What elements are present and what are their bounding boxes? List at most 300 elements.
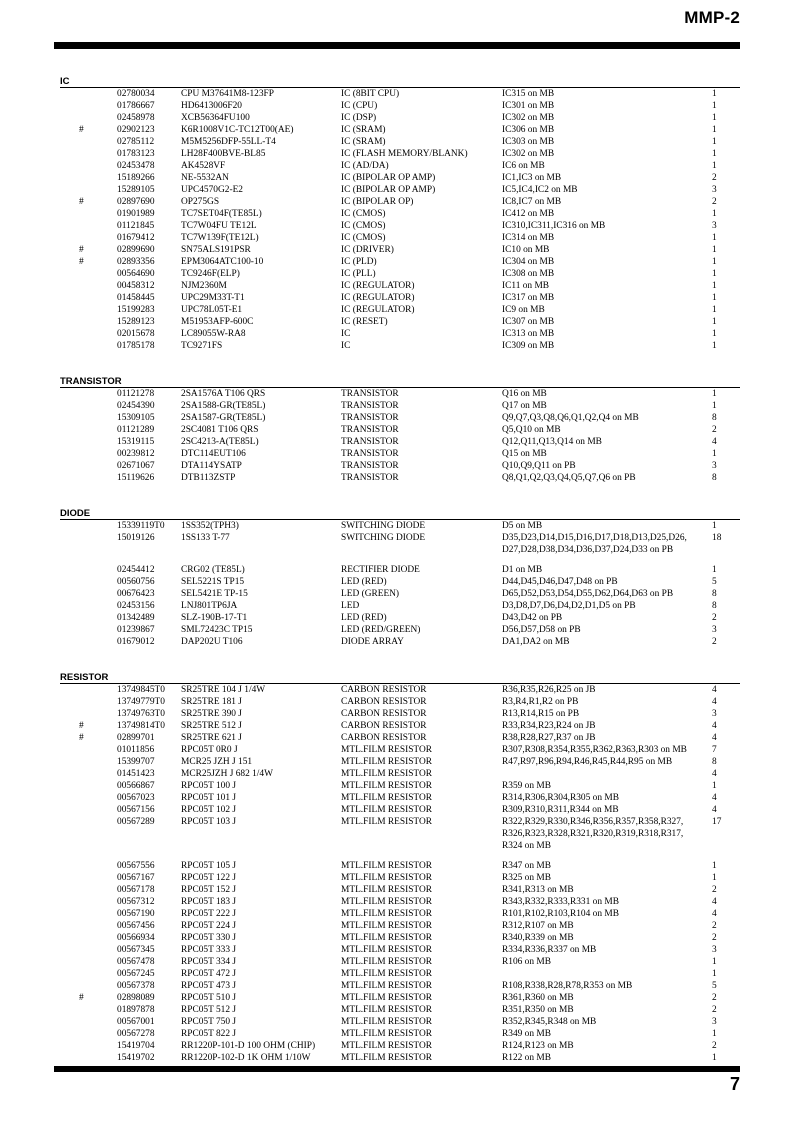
- table-row: [60, 696, 740, 708]
- part-location: IC303 on MB: [502, 137, 555, 147]
- part-type: MTL.FILM RESISTOR: [341, 745, 432, 755]
- part-location: R361,R360 on MB: [502, 993, 574, 1003]
- part-quantity: 4: [712, 697, 717, 707]
- part-type: TRANSISTOR: [341, 413, 399, 423]
- part-quantity: 8: [712, 601, 717, 611]
- page-number: 7: [729, 1074, 740, 1094]
- part-type: MTL.FILM RESISTOR: [341, 921, 432, 931]
- table-row: [60, 720, 740, 732]
- table-row: [60, 872, 740, 884]
- table-row: [60, 1052, 740, 1064]
- part-type: IC (AD/DA): [341, 161, 389, 171]
- part-type: CARBON RESISTOR: [341, 685, 427, 695]
- header-rule: [54, 42, 740, 49]
- part-quantity: 1: [712, 101, 717, 111]
- part-type: MTL.FILM RESISTOR: [341, 981, 432, 991]
- part-number: 15199283: [117, 305, 155, 315]
- part-type: MTL.FILM RESISTOR: [341, 957, 432, 967]
- part-type: IC (REGULATOR): [341, 281, 415, 291]
- part-location: R359 on MB: [502, 781, 551, 791]
- part-description: RR1220P-102-D 1K OHM 1/10W: [181, 1053, 311, 1063]
- table-row: [60, 1004, 740, 1016]
- part-quantity: 5: [712, 577, 717, 587]
- part-description: RPC05T 105 J: [181, 861, 237, 871]
- table-row: [60, 956, 740, 968]
- part-type: MTL.FILM RESISTOR: [341, 1029, 432, 1039]
- part-quantity: 2: [712, 197, 717, 207]
- part-location: R312,R107 on MB: [502, 921, 574, 931]
- part-description: SR25TRE 104 J 1/4W: [181, 685, 266, 695]
- table-row: [60, 436, 740, 448]
- table-row: [60, 244, 740, 256]
- part-quantity: 7: [712, 745, 717, 755]
- part-number: 02897690: [117, 197, 155, 207]
- part-location: R122 on MB: [502, 1053, 551, 1063]
- part-quantity: 3: [712, 709, 717, 719]
- part-type: LED (RED/GREEN): [341, 625, 421, 635]
- part-location: R106 on MB: [502, 957, 551, 967]
- part-location: IC308 on MB: [502, 269, 555, 279]
- footer-rule: [54, 1066, 740, 1072]
- part-quantity: 1: [712, 341, 717, 351]
- part-description: RPC05T 472 J: [181, 969, 237, 979]
- part-description: DTA114YSATP: [181, 461, 242, 471]
- part-description: CPU M37641M8-123FP: [181, 89, 274, 99]
- table-row: [60, 768, 740, 780]
- part-number: 01783123: [117, 149, 155, 159]
- part-description: K6R1008V1C-TC12T00(AE): [181, 125, 294, 135]
- part-type: SWITCHING DIODE: [341, 533, 426, 543]
- part-description: 2SC4213-A(TE85L): [181, 437, 259, 447]
- table-row: [60, 636, 740, 648]
- part-location: IC310,IC311,IC316 on MB: [502, 221, 606, 231]
- table-row: [60, 992, 740, 1004]
- table-row: [60, 588, 740, 600]
- table-row: [60, 208, 740, 220]
- part-number: 01679012: [117, 637, 155, 647]
- part-quantity: 4: [712, 793, 717, 803]
- section-title: TRANSISTOR: [60, 376, 740, 388]
- part-description: RR1220P-101-D 100 OHM (CHIP): [181, 1041, 316, 1051]
- part-quantity: 3: [712, 185, 717, 195]
- part-quantity: 8: [712, 757, 717, 767]
- table-row: [60, 448, 740, 460]
- part-type: LED (RED): [341, 577, 387, 587]
- part-location: IC11 on MB: [502, 281, 550, 291]
- part-location: R347 on MB: [502, 861, 551, 871]
- part-quantity: 1: [712, 305, 717, 315]
- part-quantity: 1: [712, 245, 717, 255]
- part-number: 02458978: [117, 113, 155, 123]
- part-type: MTL.FILM RESISTOR: [341, 969, 432, 979]
- part-description: 2SA1587-GR(TE85L): [181, 413, 266, 423]
- part-location: R47,R97,R96,R94,R46,R45,R44,R95 on MB: [502, 757, 673, 767]
- part-number: 00564690: [117, 269, 155, 279]
- part-type: MTL.FILM RESISTOR: [341, 885, 432, 895]
- part-description: 2SA1588-GR(TE85L): [181, 401, 266, 411]
- table-row: [60, 88, 740, 100]
- part-number: 13749779T0: [117, 697, 165, 707]
- part-description: LH28F400BVE-BL85: [181, 149, 266, 159]
- table-row: [60, 944, 740, 956]
- part-number: 00567378: [117, 981, 155, 991]
- part-type: TRANSISTOR: [341, 473, 399, 483]
- table-row: [60, 292, 740, 304]
- part-description: TC7W04FU TE12L: [181, 221, 257, 231]
- part-location: R322,R329,R330,R346,R356,R357,R358,R327, R326,R323,R328,R321,R320,R319,R318,R317, R324 on MB: [502, 817, 684, 851]
- part-location: IC10 on MB: [502, 245, 550, 255]
- part-description: RPC05T 333 J: [181, 945, 237, 955]
- table-row: [60, 968, 740, 980]
- table-row: [60, 424, 740, 436]
- part-quantity: 2: [712, 173, 717, 183]
- table-row: [60, 896, 740, 908]
- table-row: [60, 1040, 740, 1052]
- part-quantity: 1: [712, 401, 717, 411]
- part-type: TRANSISTOR: [341, 461, 399, 471]
- part-number: 02454412: [117, 565, 155, 575]
- part-quantity: 1: [712, 161, 717, 171]
- part-number: 01121845: [117, 221, 155, 231]
- part-type: IC (PLD): [341, 257, 377, 267]
- part-type: IC (BIPOLAR OP AMP): [341, 173, 436, 183]
- part-description: RPC05T 224 J: [181, 921, 237, 931]
- table-row: [60, 412, 740, 424]
- part-location: Q17 on MB: [502, 401, 547, 411]
- part-quantity: 1: [712, 449, 717, 459]
- part-number: 00567478: [117, 957, 155, 967]
- table-row: [60, 316, 740, 328]
- part-description: NJM2360M: [181, 281, 227, 291]
- part-description: RPC05T 102 J: [181, 805, 237, 815]
- table-row: [60, 708, 740, 720]
- change-mark: #: [79, 721, 84, 731]
- part-number: 02671067: [117, 461, 155, 471]
- part-type: MTL.FILM RESISTOR: [341, 781, 432, 791]
- part-quantity: 1: [712, 293, 717, 303]
- part-quantity: 1: [712, 209, 717, 219]
- table-row: [60, 220, 740, 232]
- part-location: D3,D8,D7,D6,D4,D2,D1,D5 on PB: [502, 601, 636, 611]
- change-mark: #: [79, 733, 84, 743]
- part-type: IC (SRAM): [341, 125, 386, 135]
- part-number: 02899690: [117, 245, 155, 255]
- section-title: RESISTOR: [60, 672, 740, 684]
- part-location: D35,D23,D14,D15,D16,D17,D18,D13,D25,D26, D27,D28,D38,D34,D36,D37,D24,D33 on PB: [502, 533, 687, 555]
- part-number: 02899701: [117, 733, 155, 743]
- part-quantity: 1: [712, 89, 717, 99]
- part-quantity: 2: [712, 933, 717, 943]
- part-description: RPC05T 103 J: [181, 817, 237, 827]
- part-description: RPC05T 822 J: [181, 1029, 237, 1039]
- part-description: 2SC4081 T106 QRS: [181, 425, 259, 435]
- table-row: [60, 184, 740, 196]
- part-number: 13749763T0: [117, 709, 165, 719]
- part-quantity: 1: [712, 1053, 717, 1063]
- part-quantity: 1: [712, 389, 717, 399]
- part-type: LED: [341, 601, 360, 611]
- part-number: 00567345: [117, 945, 155, 955]
- part-quantity: 3: [712, 945, 717, 955]
- part-quantity: 18: [712, 533, 722, 543]
- part-number: 01121289: [117, 425, 155, 435]
- part-quantity: 1: [712, 317, 717, 327]
- part-location: R352,R345,R348 on MB: [502, 1017, 597, 1027]
- part-description: TC7W139F(TE12L): [181, 233, 259, 243]
- part-quantity: 1: [712, 281, 717, 291]
- part-quantity: 2: [712, 613, 717, 623]
- part-quantity: 8: [712, 473, 717, 483]
- part-type: TRANSISTOR: [341, 449, 399, 459]
- part-number: 02902123: [117, 125, 155, 135]
- table-row: [60, 112, 740, 124]
- part-type: MTL.FILM RESISTOR: [341, 769, 432, 779]
- part-description: TC9271FS: [181, 341, 223, 351]
- part-type: MTL.FILM RESISTOR: [341, 1041, 432, 1051]
- part-number: 15319115: [117, 437, 155, 447]
- part-location: R341,R313 on MB: [502, 885, 574, 895]
- part-description: M5M5256DFP-55LL-T4: [181, 137, 276, 147]
- part-quantity: 1: [712, 861, 717, 871]
- part-number: 00676423: [117, 589, 155, 599]
- table-row: [60, 744, 740, 756]
- change-mark: #: [79, 257, 84, 267]
- part-quantity: 3: [712, 221, 717, 231]
- part-location: R314,R306,R304,R305 on MB: [502, 793, 619, 803]
- part-number: 00567556: [117, 861, 155, 871]
- part-type: MTL.FILM RESISTOR: [341, 945, 432, 955]
- part-type: SWITCHING DIODE: [341, 521, 426, 531]
- part-number: 02453478: [117, 161, 155, 171]
- table-row: [60, 932, 740, 944]
- part-location: R325 on MB: [502, 873, 551, 883]
- table-row: [60, 232, 740, 244]
- part-type: IC (FLASH MEMORY/BLANK): [341, 149, 468, 159]
- part-number: 15289123: [117, 317, 155, 327]
- part-description: SML72423C TP15: [181, 625, 253, 635]
- part-number: 01679412: [117, 233, 155, 243]
- part-location: D43,D42 on PB: [502, 613, 563, 623]
- part-description: RPC05T 152 J: [181, 885, 237, 895]
- part-quantity: 4: [712, 769, 717, 779]
- part-number: 15189266: [117, 173, 155, 183]
- part-type: LED (RED): [341, 613, 387, 623]
- part-number: 01451423: [117, 769, 155, 779]
- part-number: 02015678: [117, 329, 155, 339]
- part-type: CARBON RESISTOR: [341, 721, 427, 731]
- part-location: R108,R338,R28,R78,R353 on MB: [502, 981, 633, 991]
- part-quantity: 4: [712, 685, 717, 695]
- part-number: 01785178: [117, 341, 155, 351]
- part-number: 01011856: [117, 745, 155, 755]
- part-number: 02454390: [117, 401, 155, 411]
- part-number: 00567278: [117, 1029, 155, 1039]
- part-number: 00458312: [117, 281, 155, 291]
- part-quantity: 8: [712, 589, 717, 599]
- part-description: HD6413006F20: [181, 101, 242, 111]
- part-type: MTL.FILM RESISTOR: [341, 897, 432, 907]
- part-quantity: 4: [712, 897, 717, 907]
- table-row: [60, 472, 740, 484]
- part-description: RPC05T 183 J: [181, 897, 237, 907]
- part-type: IC (REGULATOR): [341, 305, 415, 315]
- part-location: Q12,Q11,Q13,Q14 on MB: [502, 437, 602, 447]
- table-row: [60, 908, 740, 920]
- part-type: MTL.FILM RESISTOR: [341, 817, 432, 827]
- part-description: OP275GS: [181, 197, 220, 207]
- part-description: CRG02 (TE85L): [181, 565, 245, 575]
- part-number: 15119626: [117, 473, 155, 483]
- part-quantity: 1: [712, 125, 717, 135]
- part-location: IC412 on MB: [502, 209, 555, 219]
- part-description: DTB113ZSTP: [181, 473, 236, 483]
- table-row: [60, 732, 740, 744]
- part-number: 00566934: [117, 933, 155, 943]
- part-quantity: 2: [712, 1005, 717, 1015]
- table-row: [60, 980, 740, 992]
- part-description: TC9246F(ELP): [181, 269, 240, 279]
- table-row: [60, 172, 740, 184]
- table-row: [60, 780, 740, 792]
- change-mark: #: [79, 197, 84, 207]
- section-resistor: [60, 672, 740, 1064]
- change-mark: #: [79, 125, 84, 135]
- part-number: 00567178: [117, 885, 155, 895]
- part-description: 1SS352(TPH3): [181, 521, 239, 531]
- part-description: TC7SET04F(TE85L): [181, 209, 262, 219]
- part-quantity: 1: [712, 969, 717, 979]
- part-number: 00567156: [117, 805, 155, 815]
- part-quantity: 1: [712, 521, 717, 531]
- part-number: 00567245: [117, 969, 155, 979]
- part-description: SR25TRE 390 J: [181, 709, 242, 719]
- part-type: MTL.FILM RESISTOR: [341, 933, 432, 943]
- part-location: IC317 on MB: [502, 293, 555, 303]
- part-description: DAP202U T106: [181, 637, 243, 647]
- table-row: [60, 460, 740, 472]
- part-type: IC (BIPOLAR OP AMP): [341, 185, 436, 195]
- table-row: [60, 920, 740, 932]
- part-description: SLZ-190B-17-T1: [181, 613, 248, 623]
- part-type: MTL.FILM RESISTOR: [341, 909, 432, 919]
- part-type: RECTIFIER DIODE: [341, 565, 420, 575]
- part-quantity: 2: [712, 921, 717, 931]
- part-type: IC (CMOS): [341, 221, 386, 231]
- part-type: IC (REGULATOR): [341, 293, 415, 303]
- part-description: RPC05T 122 J: [181, 873, 237, 883]
- part-description: NE-5532AN: [181, 173, 229, 183]
- part-quantity: 1: [712, 233, 717, 243]
- part-type: MTL.FILM RESISTOR: [341, 757, 432, 767]
- table-row: [60, 268, 740, 280]
- part-number: 00567023: [117, 793, 155, 803]
- part-type: CARBON RESISTOR: [341, 697, 427, 707]
- table-row: [60, 684, 740, 696]
- part-location: R340,R339 on MB: [502, 933, 574, 943]
- part-quantity: 1: [712, 113, 717, 123]
- part-type: IC (CMOS): [341, 233, 386, 243]
- table-row: [60, 328, 740, 340]
- table-row: [60, 136, 740, 148]
- part-quantity: 3: [712, 625, 717, 635]
- part-number: 02780034: [117, 89, 155, 99]
- part-type: IC (CPU): [341, 101, 378, 111]
- model-title: MMP-2: [684, 8, 740, 27]
- part-number: 01458445: [117, 293, 155, 303]
- part-type: IC (DRIVER): [341, 245, 394, 255]
- part-number: 02785112: [117, 137, 155, 147]
- part-location: D44,D45,D46,D47,D48 on PB: [502, 577, 618, 587]
- part-number: 00566867: [117, 781, 155, 791]
- part-location: IC8,IC7 on MB: [502, 197, 562, 207]
- part-location: R124,R123 on MB: [502, 1041, 574, 1051]
- part-description: RPC05T 0R0 J: [181, 745, 238, 755]
- part-type: IC (DSP): [341, 113, 377, 123]
- part-quantity: 1: [712, 137, 717, 147]
- part-type: IC (SRAM): [341, 137, 386, 147]
- part-description: LNJ801TP6JA: [181, 601, 238, 611]
- part-number: 01342489: [117, 613, 155, 623]
- part-number: 15019126: [117, 533, 155, 543]
- part-description: SEL5221S TP15: [181, 577, 245, 587]
- part-location: IC309 on MB: [502, 341, 555, 351]
- part-quantity: 2: [712, 993, 717, 1003]
- part-quantity: 1: [712, 329, 717, 339]
- part-location: IC6 on MB: [502, 161, 545, 171]
- part-location: IC302 on MB: [502, 149, 555, 159]
- part-location: R349 on MB: [502, 1029, 551, 1039]
- part-type: MTL.FILM RESISTOR: [341, 1053, 432, 1063]
- part-type: TRANSISTOR: [341, 437, 399, 447]
- part-type: TRANSISTOR: [341, 389, 399, 399]
- table-row: [60, 884, 740, 896]
- part-location: IC315 on MB: [502, 89, 555, 99]
- part-location: DA1,DA2 on MB: [502, 637, 570, 647]
- part-quantity: 4: [712, 437, 717, 447]
- part-description: RPC05T 334 J: [181, 957, 237, 967]
- part-number: 01786667: [117, 101, 155, 111]
- part-type: IC (CMOS): [341, 209, 386, 219]
- part-description: 2SA1576A T106 QRS: [181, 389, 266, 399]
- part-number: 00567190: [117, 909, 155, 919]
- part-number: 15289105: [117, 185, 155, 195]
- part-number: 15339119T0: [117, 521, 165, 531]
- table-row: [60, 792, 740, 804]
- part-location: R38,R28,R27,R37 on JB: [502, 733, 596, 743]
- part-type: MTL.FILM RESISTOR: [341, 793, 432, 803]
- part-location: R3,R4,R1,R2 on PB: [502, 697, 579, 707]
- part-number: 02453156: [117, 601, 155, 611]
- section-diode: [60, 508, 740, 648]
- part-quantity: 3: [712, 461, 717, 471]
- part-location: IC306 on MB: [502, 125, 555, 135]
- part-quantity: 2: [712, 425, 717, 435]
- part-type: IC (8BIT CPU): [341, 89, 400, 99]
- part-type: TRANSISTOR: [341, 425, 399, 435]
- table-row: [60, 160, 740, 172]
- part-quantity: 2: [712, 885, 717, 895]
- parts-list: [60, 76, 740, 1088]
- table-row: [60, 756, 740, 768]
- part-location: IC313 on MB: [502, 329, 555, 339]
- part-location: Q16 on MB: [502, 389, 547, 399]
- part-number: 15309105: [117, 413, 155, 423]
- part-quantity: 1: [712, 257, 717, 267]
- part-quantity: 4: [712, 733, 717, 743]
- part-description: UPC4570G2-E2: [181, 185, 243, 195]
- part-location: D65,D52,D53,D54,D55,D62,D64,D63 on PB: [502, 589, 674, 599]
- table-row: [60, 532, 740, 556]
